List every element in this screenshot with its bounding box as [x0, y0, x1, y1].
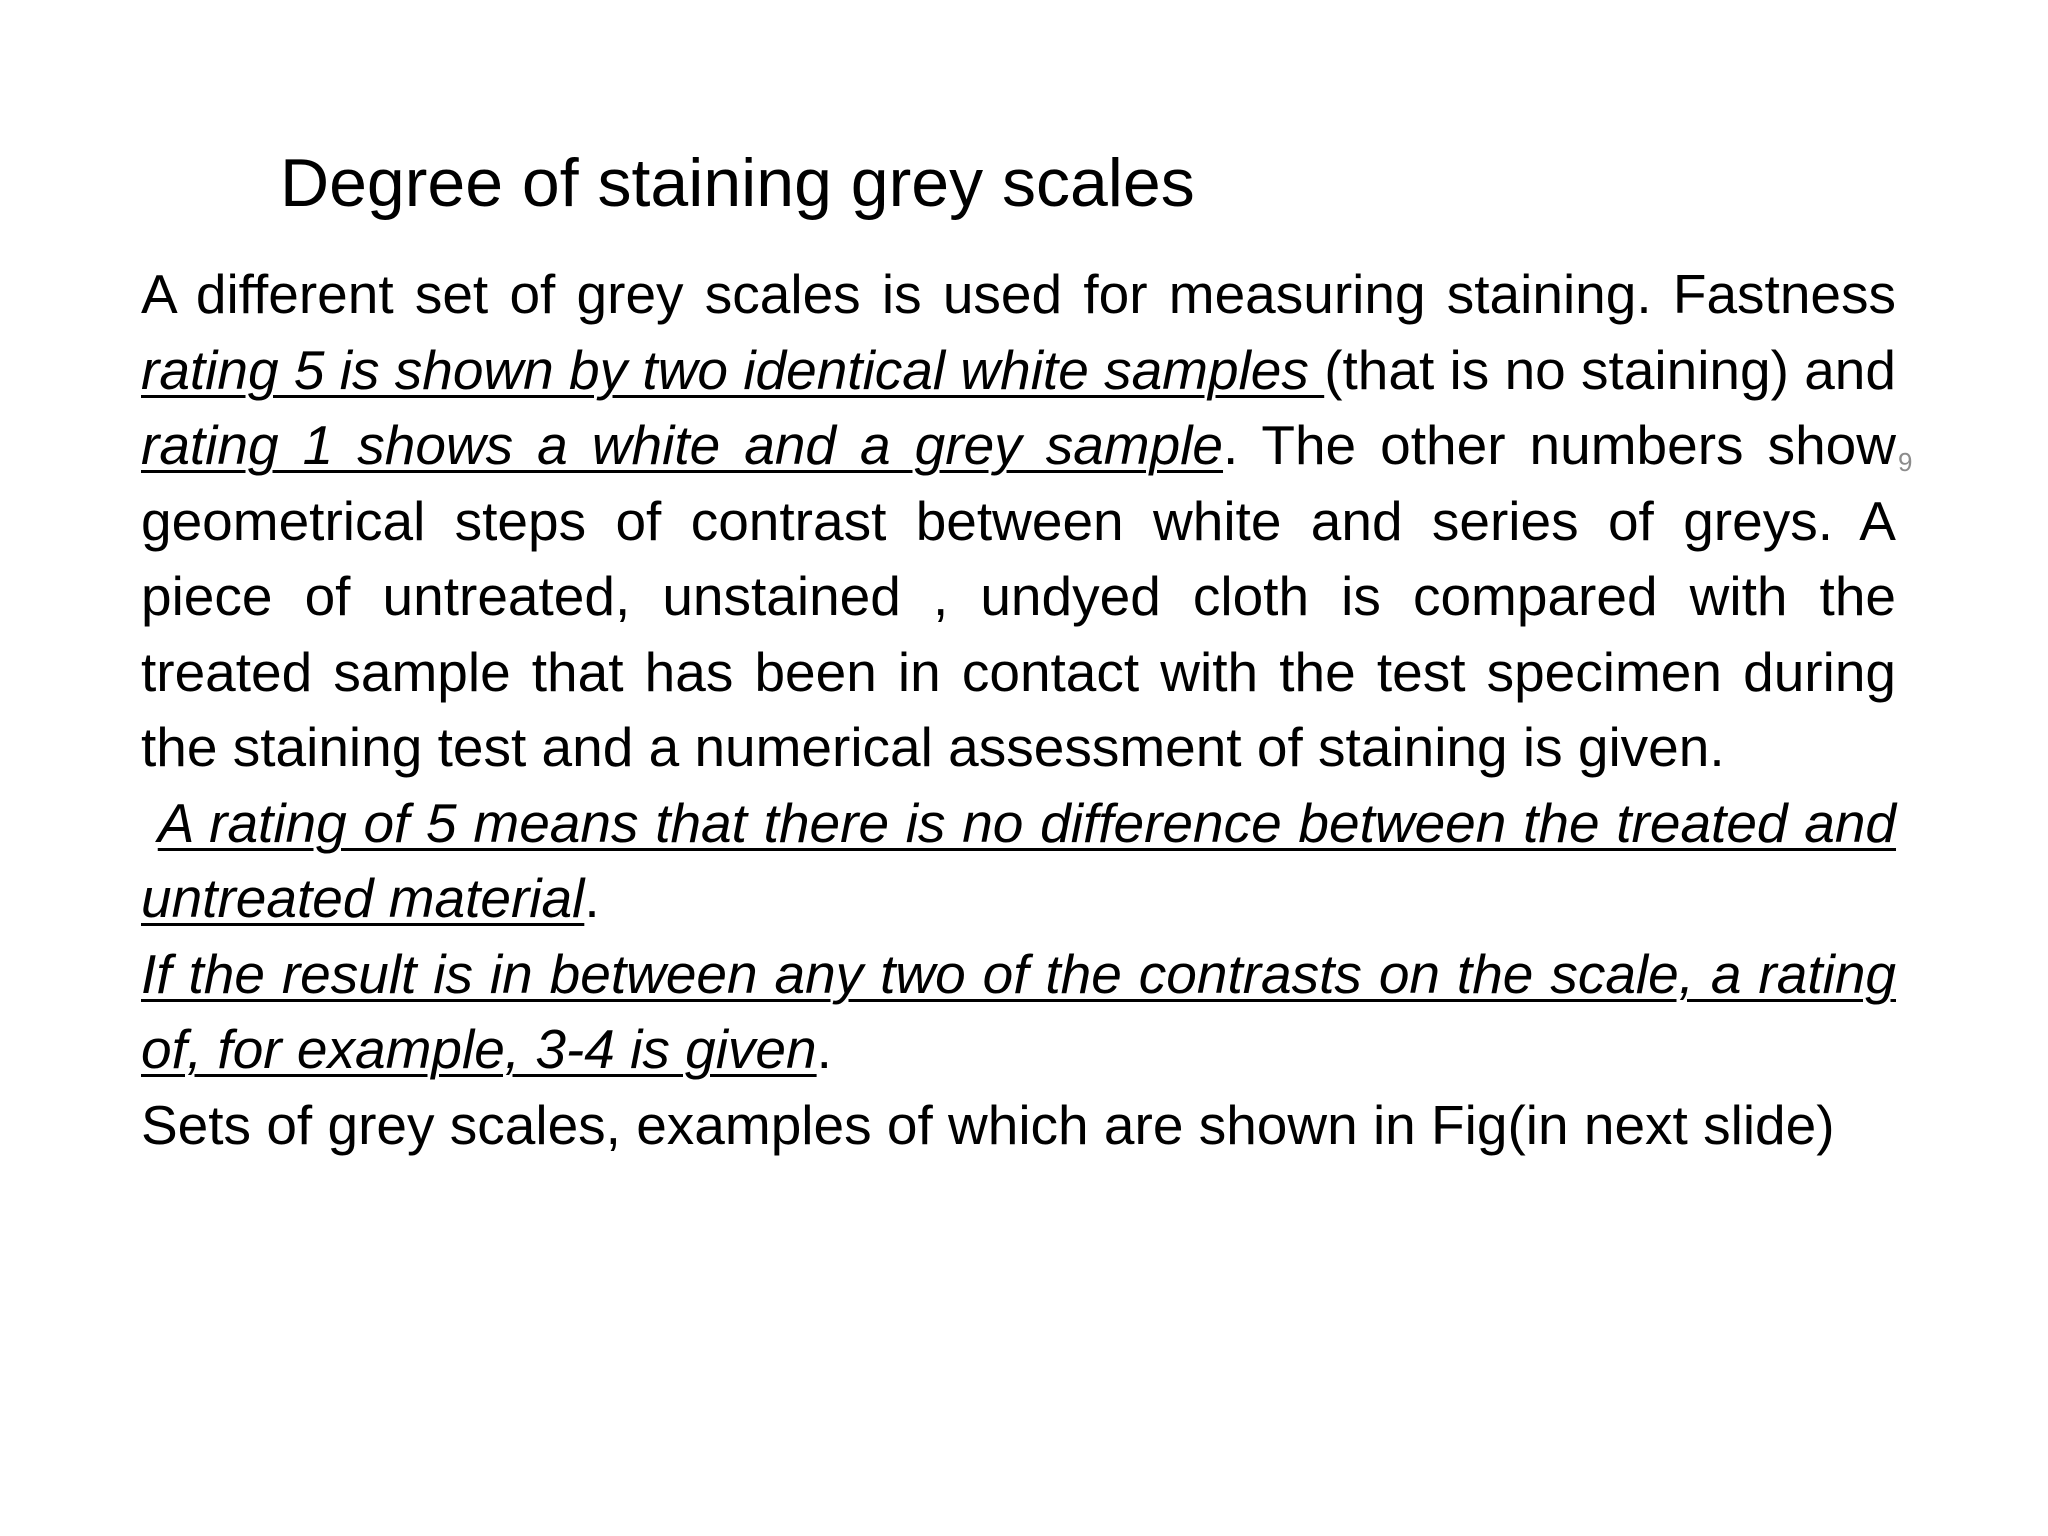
emphasis-rating-1: rating 1 shows a white and a grey sample	[141, 414, 1224, 476]
text-run: .	[816, 1018, 832, 1080]
emphasis-in-between-rating: If the result is in between any two of the contrasts on the scale, a rating of, for example, 3-4 is given	[141, 942, 1896, 1080]
slide-body	[141, 257, 1896, 1163]
paragraph-in-between-rating	[141, 937, 1896, 1088]
emphasis-rating-5-meaning: A rating of 5 means that there is no difference between the treated and untreated material	[141, 791, 1897, 929]
text-run: . The other numbers show geometrical steps of contrast between white and series of greys. A piece of untreated, unstained , undyed cloth is compared with the treated sample that has been in contact with the test specimen during the staining test and a numerical assessment of staining is given.	[141, 414, 1896, 778]
text-run: A different set of grey scales is used for measuring staining. Fastness	[141, 263, 1896, 325]
paragraph-rating-5	[141, 786, 1896, 937]
slide-title: Degree of staining grey scales	[280, 145, 1195, 221]
text-run: (that is no staining) and	[1324, 338, 1896, 401]
paragraph-staining-description	[141, 257, 1896, 786]
text-run: .	[584, 867, 600, 929]
page-number: 9	[1898, 447, 1913, 477]
emphasis-rating-5: rating 5 is shown by two identical white samples	[141, 338, 1325, 401]
paragraph-sets-of-grey-scales: Sets of grey scales, examples of which are shown in Fig(in next slide)	[141, 1093, 1835, 1156]
